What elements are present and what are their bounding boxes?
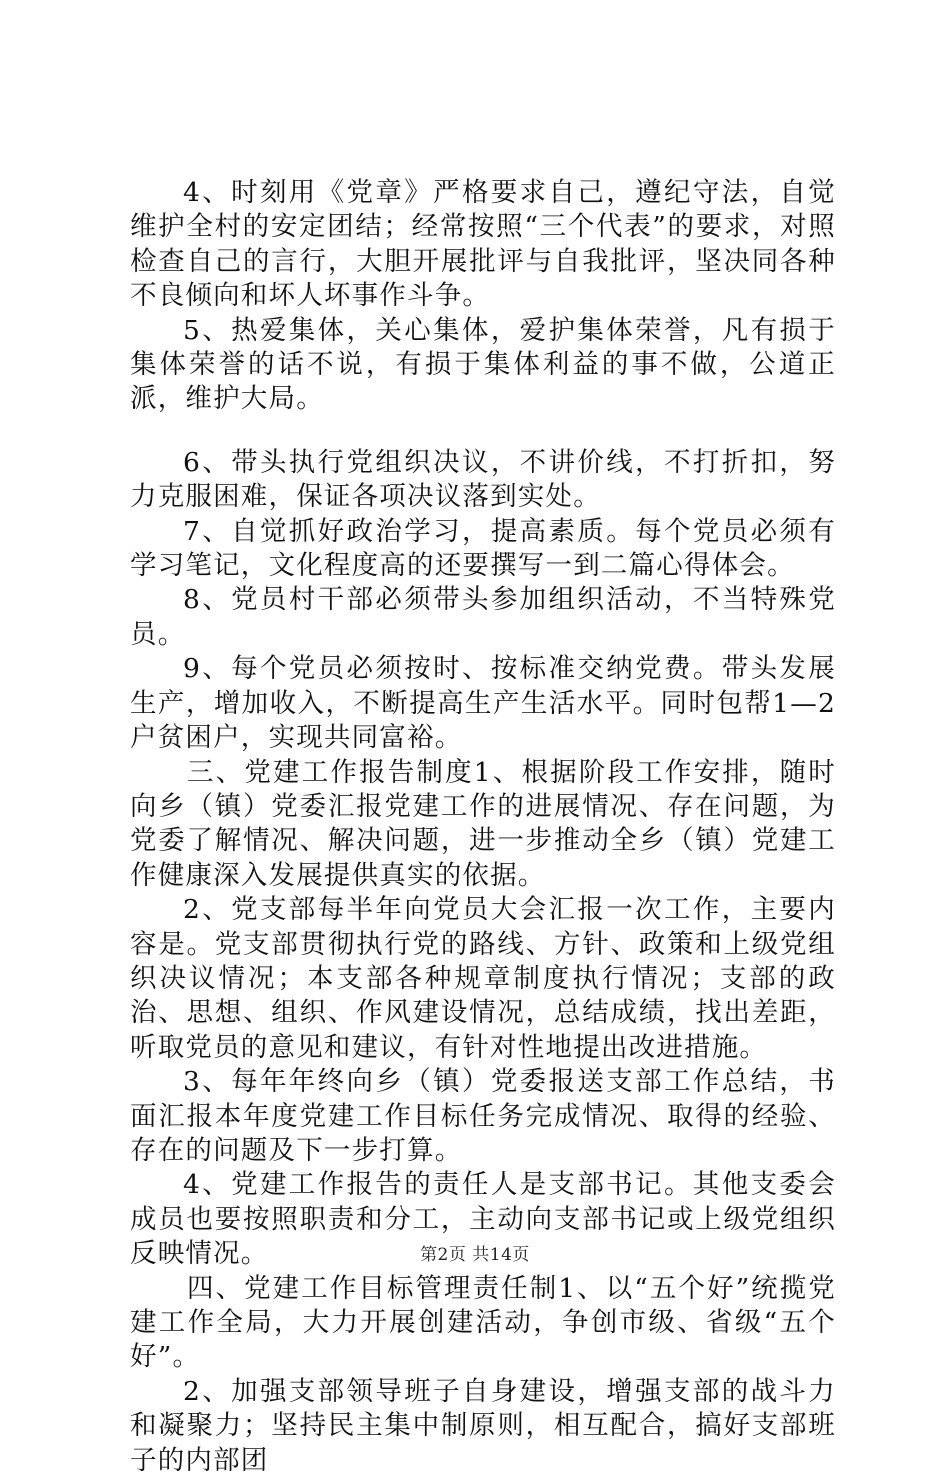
paragraph-rule-8: 8、党员村干部必须带头参加组织活动，不当特殊党员。 <box>130 584 836 650</box>
section-3-paragraph-1: 三、党建工作报告制度1、根据阶段工作安排，随时向乡（镇）党委汇报党建工作的进展情况、存在问题，为党委了解情况、解决问题，进一步推动全乡（镇）党建工作健康深入发展提供真实的依据。 <box>130 756 836 891</box>
page-number-footer: 第2页 共14页 <box>420 1245 530 1265</box>
paragraph-rule-4: 4、时刻用《党章》严格要求自己，遵纪守法，自觉维护全村的安定团结；经常按照“三个代表”的要求，对照检查自己的言行，大胆开展批评与自我批评，坚决同各种不良倾向和坏人坏事作斗争。 <box>130 177 836 312</box>
section-4-paragraph-1: 四、党建工作目标管理责任制1、以“五个好”统揽党建工作全局，大力开展创建活动，争创市级、省级“五个好”。 <box>130 1272 836 1373</box>
paragraph-rule-7: 7、自觉抓好政治学习，提高素质。每个党员必须有学习笔记，文化程度高的还要撰写一到二篇心得体会。 <box>130 515 836 582</box>
document-body <box>130 176 836 1478</box>
section-3-paragraph-3: 3、每年年终向乡（镇）党委报送支部工作总结，书面汇报本年度党建工作目标任务完成情况、取得的经验、存在的问题及下一步打算。 <box>130 1066 836 1166</box>
paragraph-rule-5: 5、热爱集体，关心集体，爱护集体荣誉，凡有损于集体荣誉的话不说，有损于集体利益的事不做，公道正派，维护大局。 <box>130 314 836 415</box>
paragraph-rule-6: 6、带头执行党组织决议，不讲价线，不打折扣，努力克服困难，保证各项决议落到实处。 <box>130 446 836 513</box>
section-3-paragraph-4: 4、党建工作报告的责任人是支部书记。其他支委会成员也要按照职责和分工，主动向支部书记或上级党组织反映情况。 <box>130 1169 836 1270</box>
section-3-paragraph-2: 2、党支部每半年向党员大会汇报一次工作，主要内容是。党支部贯彻执行党的路线、方针、政策和上级党组织决议情况；本支部各种规章制度执行情况；支部的政治、思想、组织、作风建设情况，总结成绩，找出差距，听取党员的意见和建议，有针对性地提出改进措施。 <box>130 894 836 1063</box>
paragraph-rule-9: 9、每个党员必须按时、按标准交纳党费。带头发展生产，增加收入，不断提高生产生活水平。同时包帮1—2户贫困户，实现共同富裕。 <box>130 653 836 754</box>
section-4-paragraph-2: 2、加强支部领导班子自身建设，增强支部的战斗力和凝聚力；坚持民主集中制原则，相互配合，搞好支部班子的内部团 <box>130 1375 836 1476</box>
